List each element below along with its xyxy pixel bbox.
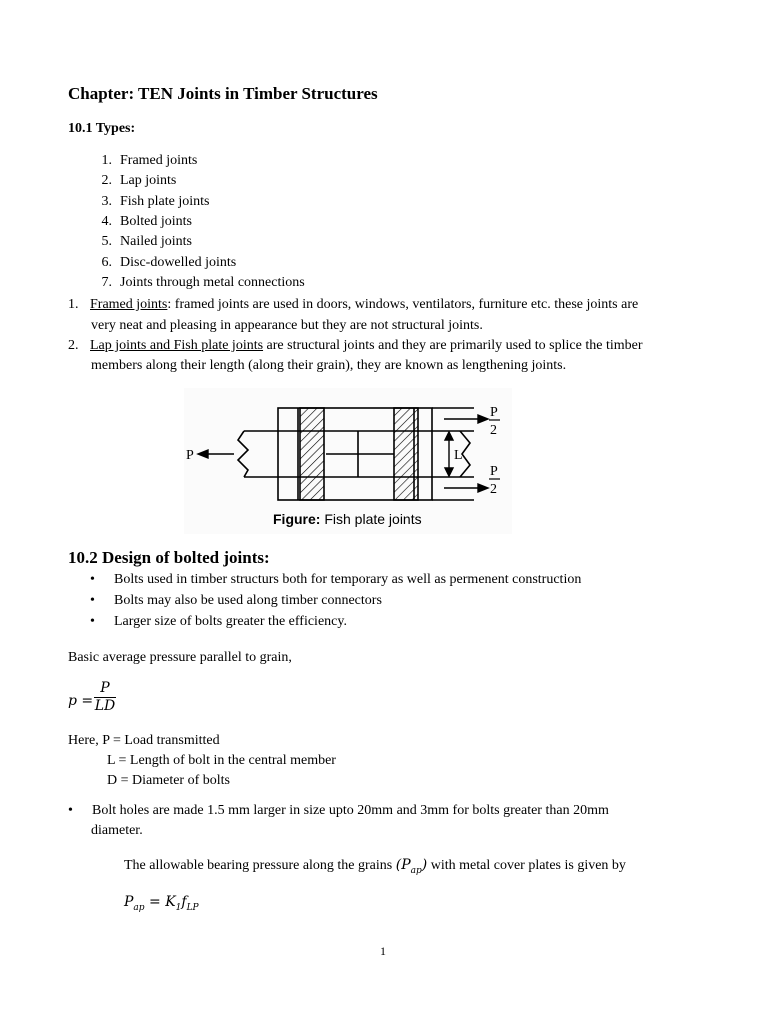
list-text: Framed joints xyxy=(120,153,198,168)
description-term: Lap joints and Fish plate joints xyxy=(90,338,264,353)
bolt-left xyxy=(300,408,324,500)
description-text: are structural joints and they are primarily used to splice the timber xyxy=(263,338,643,353)
types-list-item xyxy=(90,234,192,250)
load-left-label: P xyxy=(186,448,194,463)
description-term: Framed joints xyxy=(90,297,168,312)
bullet-text: Bolts used in timber structurs both for temporary as well as permenent construction xyxy=(114,572,582,587)
bullet-icon: • xyxy=(90,593,95,608)
load-right-top-den: 2 xyxy=(490,423,497,438)
list-text: Lap joints xyxy=(120,173,177,189)
description-text: : framed joints are used in doors, windows, ventilators, furniture etc. these joints are xyxy=(167,297,639,312)
load-right-bottom-den: 2 xyxy=(490,482,497,497)
bullet-text: Bolts may also be used along timber connectors xyxy=(114,593,382,608)
figure-caption-text: Fish plate joints xyxy=(320,511,422,527)
bolted-bullet-item xyxy=(90,614,347,630)
description-2-line2: members along their length (along their grain), they are known as lengthening joints. xyxy=(91,358,567,373)
figure-caption-label: Figure: xyxy=(273,511,321,527)
description-1-line2: very neat and pleasing in appearance but they are not structural joints. xyxy=(91,318,483,333)
list-number: 1. xyxy=(101,153,112,168)
description-2 xyxy=(68,338,642,354)
bolt-right xyxy=(394,408,418,500)
list-text: Joints through metal connections xyxy=(120,274,305,290)
types-list-item xyxy=(90,173,176,189)
bullet-icon: • xyxy=(90,572,95,587)
dim-label: L xyxy=(454,448,463,463)
pressure-intro: Basic average pressure parallel to grain, xyxy=(68,650,292,665)
bolt-holes-line2: diameter. xyxy=(91,823,143,838)
list-number: 3. xyxy=(101,193,112,209)
section-heading-bolted: 10.2 Design of bolted joints: xyxy=(68,548,270,567)
types-list-item xyxy=(90,214,192,230)
bullet-text: Larger size of bolts greater the efficiency. xyxy=(114,614,347,629)
list-text: Disc-dowelled joints xyxy=(120,254,237,270)
here-line-3: D = Diameter of bolts xyxy=(107,773,230,788)
list-number: 7. xyxy=(101,274,112,290)
description-1 xyxy=(68,297,638,313)
list-number: 5. xyxy=(101,234,112,250)
here-line-2: L = Length of bolt in the central member xyxy=(107,753,336,768)
fish-plate-figure xyxy=(184,388,512,534)
list-text: Bolted joints xyxy=(120,213,192,229)
list-number: 2. xyxy=(101,173,112,189)
bolt-holes-text: Bolt holes are made 1.5 mm larger in size upto 20mm and 3mm for bolts greater than 20mm xyxy=(92,803,609,818)
chapter-title: Chapter: TEN Joints in Timber Structures xyxy=(68,84,378,103)
list-number: 6. xyxy=(101,254,112,270)
types-list-item xyxy=(90,153,197,169)
allowable-post: with metal cover plates is given by xyxy=(430,858,626,873)
timber-members xyxy=(238,408,474,500)
bolted-bullet-item xyxy=(90,593,382,609)
types-list-item xyxy=(90,255,236,271)
formula-lhs: p = xyxy=(68,693,94,709)
formula-fraction xyxy=(94,680,116,715)
bolt-holes-bullet xyxy=(68,803,609,819)
list-text: Nailed joints xyxy=(120,234,192,250)
bolted-bullet-item xyxy=(90,572,581,588)
list-number: 4. xyxy=(101,213,112,229)
types-list-item xyxy=(90,194,209,210)
page-number: 1 xyxy=(380,944,386,958)
types-list-item xyxy=(90,275,305,291)
bullet-icon: • xyxy=(68,803,73,818)
load-right-top-num: P xyxy=(490,405,498,420)
allowable-pre: The allowable bearing pressure along the grains xyxy=(124,858,393,873)
allowable-symbol: $(P_{ap})$ xyxy=(395,857,428,876)
here-line-1: Here, P = Load transmitted xyxy=(68,733,220,748)
list-text: Fish plate joints xyxy=(120,193,210,209)
formula-denominator: LD xyxy=(94,698,116,714)
section-heading-types: 10.1 Types: xyxy=(68,121,136,136)
bullet-icon: • xyxy=(90,614,95,629)
allowable-sentence xyxy=(124,857,626,876)
description-number: 1. xyxy=(68,297,79,312)
formula-allowable: $P_{ap} = K_1f_{LP}$ xyxy=(124,894,199,913)
load-right-bottom-num: P xyxy=(490,464,498,479)
description-number: 2. xyxy=(68,338,79,353)
formula-numerator: P xyxy=(100,680,110,696)
figure-caption xyxy=(273,511,422,527)
